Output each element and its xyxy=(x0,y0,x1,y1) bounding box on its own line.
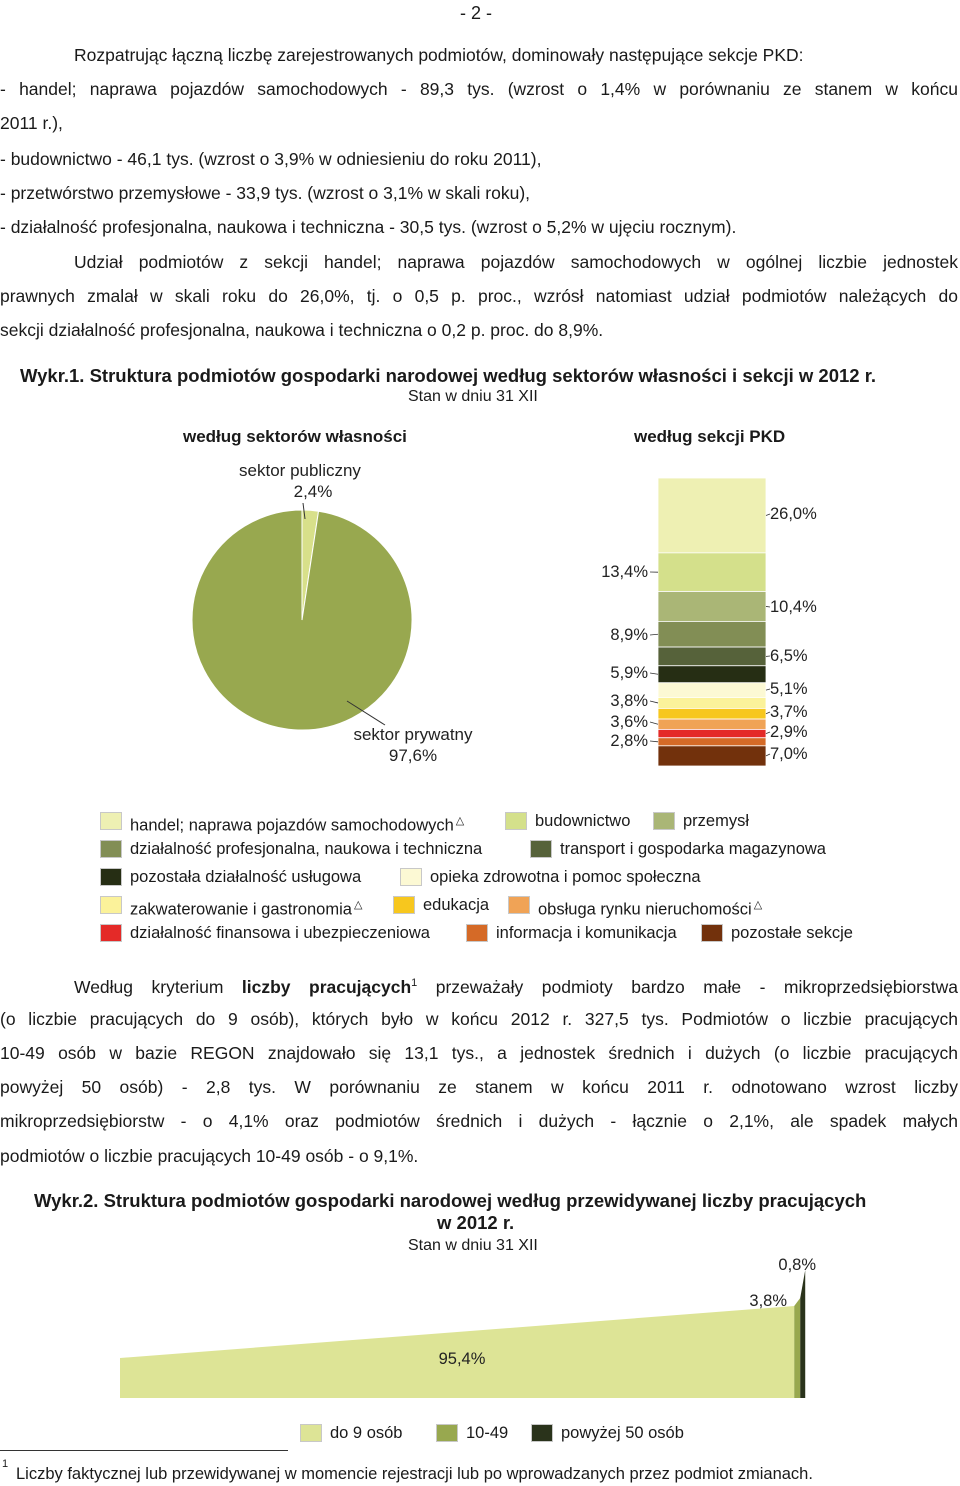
paragraph-line: (o liczbie pracujących do 9 osób), których było w końcu 2012 r. 327,5 tys. Podmiotów o liczbie pracujących xyxy=(0,1009,958,1029)
bar-segment-label: 13,4% xyxy=(601,563,648,581)
legend-label: handel; naprawa pojazdów samochodowych △ xyxy=(130,815,465,835)
triangle-marker-icon: △ xyxy=(455,815,465,827)
paragraph-line: - działalność profesjonalna, naukowa i techniczna - 30,5 tys. (wzrost o 5,2% w ujęciu rocznym). xyxy=(0,217,737,237)
legend-swatch xyxy=(508,896,530,914)
figure-title: Wykr.1. Struktura podmiotów gospodarki narodowej według sektorów własności i sekcji w 2012 r. xyxy=(20,365,877,386)
bar-segment xyxy=(658,478,766,553)
legend-label: edukacja xyxy=(423,896,490,914)
legend-swatch xyxy=(653,812,675,830)
size-value-label: 95,4% xyxy=(438,1350,486,1368)
bar-segment-label: 7,0% xyxy=(770,745,808,763)
bar-segment xyxy=(658,729,766,737)
legend-label: pozostałe sekcje xyxy=(731,924,853,942)
figure-title-cont: w 2012 r. xyxy=(437,1212,515,1233)
legend-swatch xyxy=(531,1424,553,1442)
paragraph-line xyxy=(74,972,958,998)
bar-segment xyxy=(658,553,766,592)
footnote-mark: 1 xyxy=(2,1458,9,1470)
legend-label: działalność finansowa i ubezpieczeniowa xyxy=(130,924,430,942)
legend-swatch xyxy=(505,812,527,830)
text-run-bold: liczby pracujących xyxy=(241,976,412,997)
figure-subtitle: Stan w dniu 31 XII xyxy=(408,388,538,405)
legend-swatch xyxy=(393,896,415,914)
legend-label: opieka zdrowotna i pomoc społeczna xyxy=(430,868,701,886)
legend-label: budownictwo xyxy=(535,812,631,830)
pie-label-name: sektor prywatny xyxy=(353,725,473,744)
bar-segment-label: 2,8% xyxy=(610,732,648,750)
size-shape xyxy=(794,1298,800,1398)
bar-segment-label: 10,4% xyxy=(770,598,817,616)
figure-subtitle: Stan w dniu 31 XII xyxy=(408,1237,538,1254)
bar-leader-line xyxy=(650,701,658,703)
bar-segment xyxy=(658,621,766,647)
legend-label: 10-49 xyxy=(466,1424,509,1442)
page-number: - 2 - xyxy=(460,3,493,23)
footnote-rule xyxy=(0,1450,288,1451)
pie-label-value: 2,4% xyxy=(293,482,333,501)
bar-segment-label: 8,9% xyxy=(610,626,648,644)
bar-segment-label: 3,6% xyxy=(610,713,648,731)
bar-leader-line xyxy=(650,722,658,724)
triangle-marker-icon: △ xyxy=(753,899,763,911)
size-value-label: 0,8% xyxy=(778,1256,816,1274)
paragraph-line: prawnych zmalał w skali roku do 26,0%, tj. o 0,5 p. proc., wzrósł natomiast udział podmiotów należących do xyxy=(0,286,958,306)
paragraph-line: sekcji działalność profesjonalna, naukowa i techniczna o 0,2 p. proc. do 8,9%. xyxy=(0,320,604,340)
bar-segment xyxy=(658,697,766,708)
footnote-text: Liczby faktycznej lub przewidywanej w momencie rejestracji lub po wprowadzanych przez podmiot zmianach. xyxy=(16,1465,813,1483)
bar-segment-label: 26,0% xyxy=(770,505,817,523)
paragraph-line: powyżej 50 osób) - 2,8 tys. W porównaniu ze stanem w końcu 2011 r. odnotowano wzrost liczby xyxy=(0,1077,958,1097)
bar-segment xyxy=(658,719,766,729)
legend-swatch xyxy=(466,924,488,942)
size-value-label: 3,8% xyxy=(749,1292,787,1310)
pie-heading: według sektorów własności xyxy=(183,427,407,446)
paragraph-line: Rozpatrując łączną liczbę zarejestrowanych podmiotów, dominowały następujące sekcje PKD: xyxy=(74,45,804,65)
legend-swatch xyxy=(300,1424,322,1442)
bar-segment-label: 2,9% xyxy=(770,723,808,741)
bar-segment xyxy=(658,708,766,719)
bar-leader-line xyxy=(650,673,658,674)
bar-leader-line xyxy=(650,741,658,742)
bar-segment-label: 3,7% xyxy=(770,703,808,721)
legend-swatch xyxy=(100,924,122,942)
paragraph-line: 10-49 osób w bazie REGON znajdowało się 13,1 tys., a jednostek średnich i dużych (o liczbie pracujących xyxy=(0,1043,958,1063)
pkd-segments xyxy=(658,478,766,766)
pie-chart xyxy=(180,455,500,775)
bar-segment xyxy=(658,738,766,746)
pie-label-value: 97,6% xyxy=(388,746,438,765)
text-run: Według kryterium xyxy=(74,976,242,997)
legend-swatch xyxy=(100,868,122,886)
bar-segment xyxy=(658,647,766,666)
bar-heading: według sekcji PKD xyxy=(634,427,786,446)
size-shape xyxy=(800,1270,805,1398)
legend-swatch xyxy=(701,924,723,942)
legend-swatch xyxy=(530,840,552,858)
bar-segment xyxy=(658,746,766,766)
footnote-ref: 1 xyxy=(411,977,418,989)
figure-title: Wykr.2. Struktura podmiotów gospodarki narodowej według przewidywanej liczby pracujących xyxy=(34,1190,867,1211)
legend-swatch xyxy=(436,1424,458,1442)
legend-swatch xyxy=(100,840,122,858)
legend-label: informacja i komunikacja xyxy=(496,924,677,942)
bar-segment-label: 6,5% xyxy=(770,647,808,665)
legend-label: do 9 osób xyxy=(330,1424,403,1442)
paragraph-line: - budownictwo - 46,1 tys. (wzrost o 3,9% w odniesieniu do roku 2011), xyxy=(0,149,542,169)
legend-label: obsługa rynku nieruchomości △ xyxy=(538,899,763,919)
bar-segment-label: 3,8% xyxy=(610,692,648,710)
size-shapes xyxy=(120,1270,805,1398)
legend-label: przemysł xyxy=(683,812,750,830)
legend-label: działalność profesjonalna, naukowa i techniczna xyxy=(130,840,483,858)
legend-swatch xyxy=(100,812,122,830)
bar-segment xyxy=(658,591,766,621)
triangle-marker-icon: △ xyxy=(353,899,363,911)
bar-segment-label: 5,1% xyxy=(770,680,808,698)
bar-leader-line xyxy=(766,606,770,607)
pie-slice-private xyxy=(192,510,412,730)
text-run: przeważały podmioty bardzo małe - mikroprzedsiębiorstwa xyxy=(417,976,958,997)
bar-leader-line xyxy=(650,634,658,635)
pkd-stacked-bar xyxy=(590,470,850,770)
bar-segment-label: 5,9% xyxy=(610,664,648,682)
legend-label: zakwaterowanie i gastronomia △ xyxy=(130,899,363,919)
paragraph-line: mikroprzedsiębiorstw - o 4,1% oraz podmiotów średnich i dużych - łącznie o 2,1%, ale spadek małych xyxy=(0,1111,958,1131)
paragraph-line: podmiotów o liczbie pracujących 10-49 osób - o 9,1%. xyxy=(0,1146,419,1166)
paragraph-line: 2011 r.), xyxy=(0,113,63,133)
legend-label: powyżej 50 osób xyxy=(561,1424,684,1442)
paragraph-line: - przetwórstwo przemysłowe - 33,9 tys. (wzrost o 3,1% w skali roku), xyxy=(0,183,531,203)
bar-segment xyxy=(658,683,766,698)
paragraph-line: Udział podmiotów z sekcji handel; naprawa pojazdów samochodowych w ogólnej liczbie jednostek xyxy=(74,252,958,272)
pie-slices xyxy=(192,510,412,730)
legend-label: transport i gospodarka magazynowa xyxy=(560,840,826,858)
bar-segment xyxy=(658,666,766,683)
pie-label-name: sektor publiczny xyxy=(239,461,361,480)
size-structure-chart xyxy=(110,1250,850,1410)
paragraph-line: - handel; naprawa pojazdów samochodowych - 89,3 tys. (wzrost o 1,4% w porównaniu ze stanem w końcu xyxy=(0,79,958,99)
legend-swatch xyxy=(400,868,422,886)
legend-swatch xyxy=(100,896,122,914)
legend-label: pozostała działalność usługowa xyxy=(130,868,362,886)
